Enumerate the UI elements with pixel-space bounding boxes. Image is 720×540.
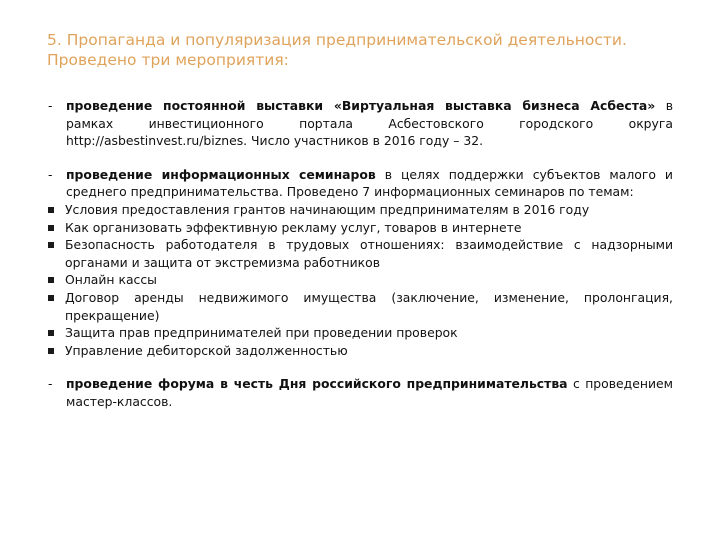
- seminar-topic: [47, 236, 673, 271]
- square-bullet-icon: [48, 348, 54, 354]
- square-bullet-icon: [48, 207, 54, 213]
- square-bullet-icon: [48, 277, 54, 283]
- seminar-topic-text: Управление дебиторской задолженностью: [65, 342, 348, 358]
- item-bold-text: проведение форума в честь Дня российского предпринимательства: [66, 376, 568, 392]
- dash-marker: -: [48, 376, 53, 392]
- list-item-forum: [47, 375, 673, 410]
- item-rest-text: в рамках инвестиционного портала Асбестовского городского округа http://asbestinvest.ru/biznes. Число участников в 2016 году – 32.: [66, 98, 673, 149]
- square-bullet-icon: [48, 330, 54, 336]
- seminar-topic: [47, 271, 673, 289]
- seminar-topic: [47, 219, 673, 237]
- slide-title: 5. Пропаганда и популяризация предпринимательской деятельности. Проведено три мероприятия:: [47, 31, 627, 69]
- square-bullet-icon: [48, 225, 54, 231]
- square-bullet-icon: [48, 295, 54, 301]
- seminar-topic-text: Договор аренды недвижимого имущества (заключение, изменение, пролонгация, прекращение): [65, 289, 673, 323]
- seminar-topic-text: Безопасность работодателя в трудовых отношениях: взаимодействие с надзорными органами и защита от экстремизма работников: [65, 237, 673, 270]
- item-text: [66, 166, 673, 201]
- item-rest-text: в целях поддержки субъектов малого и среднего предпринимательства. Проведено 7 информационных семинаров по темам:: [66, 166, 673, 200]
- dash-marker: -: [48, 166, 53, 182]
- seminar-topic-text: Как организовать эффективную рекламу услуг, товаров в интернете: [65, 219, 522, 235]
- seminar-topic-text: Онлайн кассы: [65, 272, 157, 288]
- item-bold-text: проведение информационных семинаров: [66, 166, 376, 182]
- seminar-topic: [47, 201, 673, 219]
- item-rest-text: с проведением мастер-классов.: [66, 376, 673, 409]
- square-bullet-icon: [48, 242, 54, 248]
- seminar-topic: [47, 289, 673, 324]
- seminar-topic-text: Условия предоставления грантов начинающим предпринимателям в 2016 году: [65, 201, 590, 217]
- seminar-topic: [47, 342, 673, 360]
- list-item-exhibition: [47, 97, 673, 150]
- list-item-seminars: [47, 166, 673, 201]
- seminar-topic: [47, 324, 673, 342]
- item-text: [66, 375, 673, 410]
- seminar-topic-text: Защита прав предпринимателей при проведении проверок: [65, 325, 458, 341]
- item-text: [66, 97, 673, 150]
- slide-content: [47, 97, 673, 411]
- dash-marker: -: [48, 98, 53, 113]
- item-bold-text: проведение постоянной выставки «Виртуальная выставка бизнеса Асбеста»: [66, 98, 656, 113]
